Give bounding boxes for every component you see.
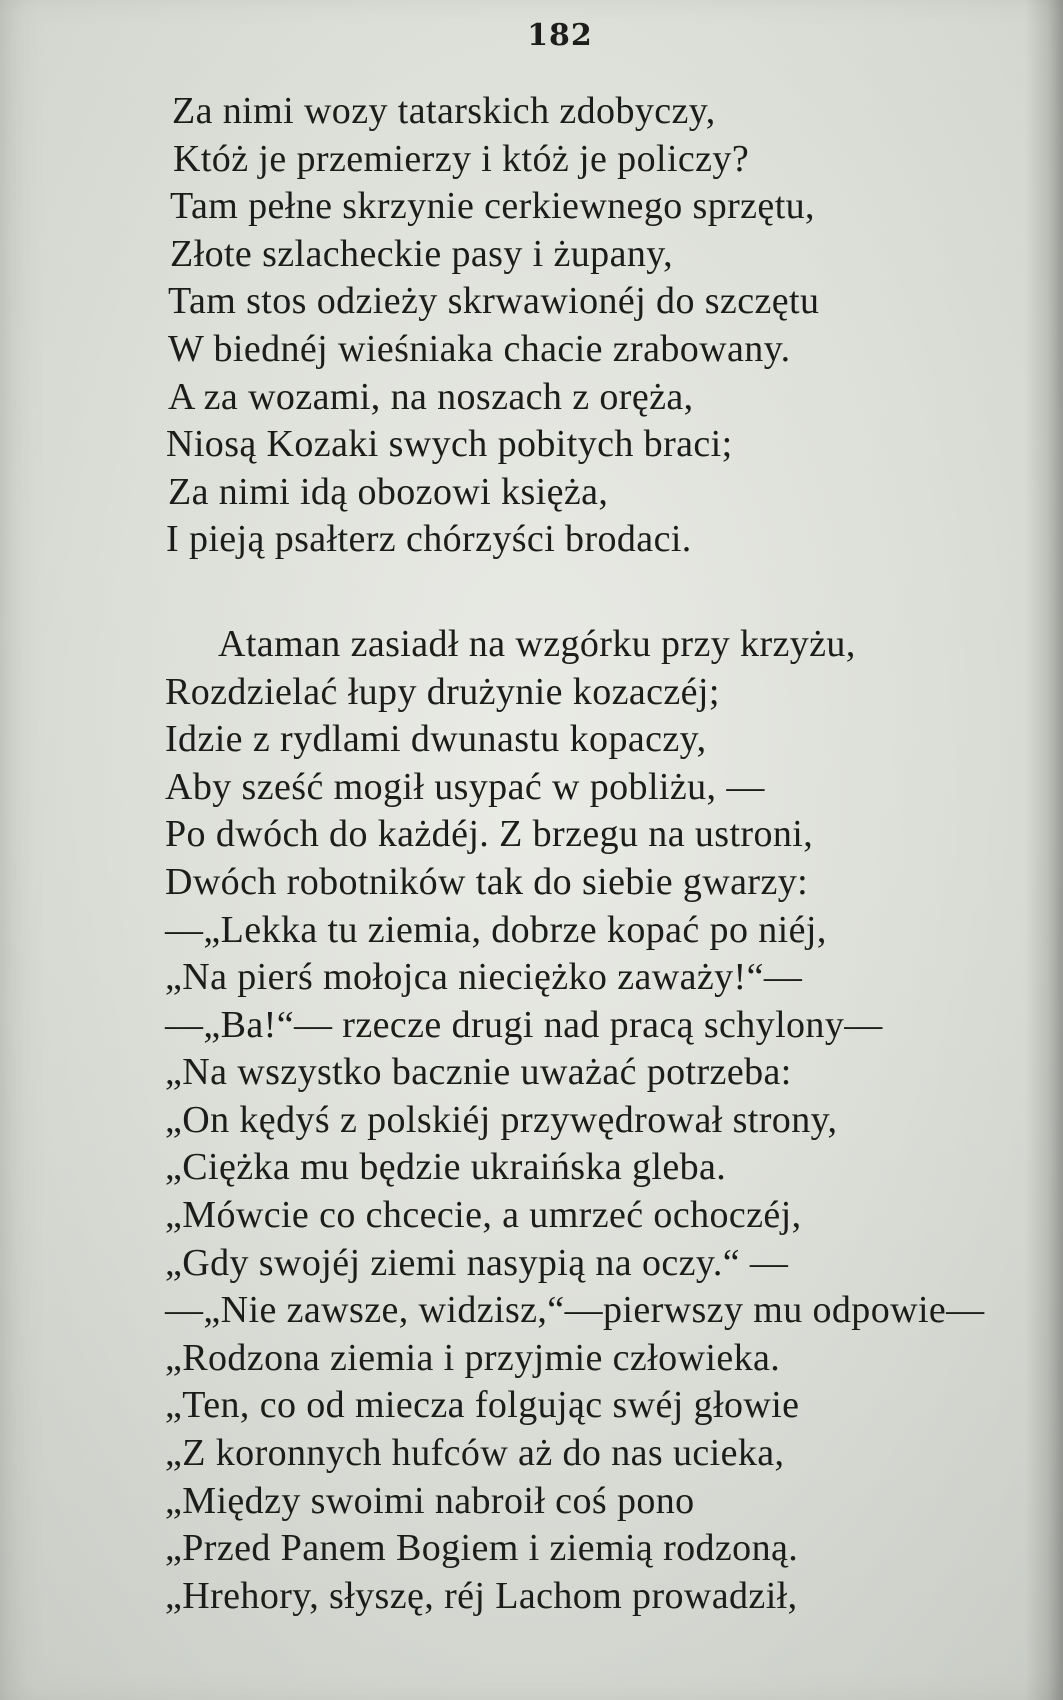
verse-line: „Na pierś mołojca nieciężko zaważy!“— <box>165 956 803 999</box>
verse-line: Tam stos odzieży skrwawionéj do szczętu <box>168 280 820 323</box>
verse-line: Tam pełne skrzynie cerkiewnego sprzętu, <box>170 185 815 228</box>
verse-line: „Przed Panem Bogiem i ziemią rodzoną. <box>165 1527 799 1570</box>
verse-line: Za nimi wozy tatarskich zdobyczy, <box>172 90 716 132</box>
verse-line: Aby sześć mogił usypać w pobliżu, — <box>165 765 765 808</box>
verse-line: „Ten, co od miecza folgując swéj głowie <box>165 1384 800 1427</box>
page-number: 182 <box>527 18 593 53</box>
verse-line: —„Lekka tu ziemia, dobrze kopać po niéj, <box>165 908 827 951</box>
verse-line: Niosą Kozaki swych pobitych braci; <box>166 423 733 466</box>
verse-line: Dwóch robotników tak do siebie gwarzy: <box>165 860 809 903</box>
verse-line: A za wozami, na noszach z oręża, <box>168 375 694 418</box>
verse-line: Któż je przemierzy i któż je policzy? <box>173 137 750 180</box>
verse-line: „Na wszystko bacznie uważać potrzeba: <box>165 1051 792 1094</box>
verse-line: „Rodzona ziemia i przyjmie człowieka. <box>165 1336 781 1379</box>
verse-line: „Hrehory, słyszę, réj Lachom prowadził, <box>165 1574 798 1617</box>
verse-line: „Między swoimi nabroił coś pono <box>165 1479 695 1522</box>
poem-text <box>0 88 1063 1620</box>
verse-line: „On kędyś z polskiéj przywędrował strony, <box>165 1098 838 1141</box>
verse-line: Złote szlacheckie pasy i żupany, <box>170 232 674 275</box>
verse-line: I pieją psałterz chórzyści brodaci. <box>166 518 692 561</box>
verse-line: Rozdzielać łupy drużynie kozaczéj; <box>165 670 720 713</box>
stanza-2 <box>0 621 1063 1620</box>
verse-line: „Ciężka mu będzie ukraińska gleba. <box>165 1146 727 1189</box>
verse-line: Idzie z rydlami dwunastu kopaczy, <box>165 718 707 761</box>
verse-line: Ataman zasiadł na wzgórku przy krzyżu, <box>218 622 856 665</box>
verse-line: Za nimi idą obozowi księża, <box>168 470 609 513</box>
verse-line: —„Ba!“— rzecze drugi nad pracą schylony— <box>165 1003 883 1046</box>
verse-line: „Mówcie co chcecie, a umrzeć ochoczéj, <box>165 1194 802 1237</box>
verse-line: Po dwóch do każdéj. Z brzegu na ustroni, <box>165 813 814 856</box>
verse-line: W biednéj wieśniaka chacie zrabowany. <box>168 327 791 370</box>
stanza-1 <box>0 88 1063 564</box>
verse-line: „Gdy swojéj ziemi nasypią na oczy.“ — <box>165 1241 789 1284</box>
verse-line: —„Nie zawsze, widzisz,“—pierwszy mu odpowie— <box>165 1289 985 1332</box>
verse-line: „Z koronnych hufców aż do nas ucieka, <box>165 1432 785 1475</box>
